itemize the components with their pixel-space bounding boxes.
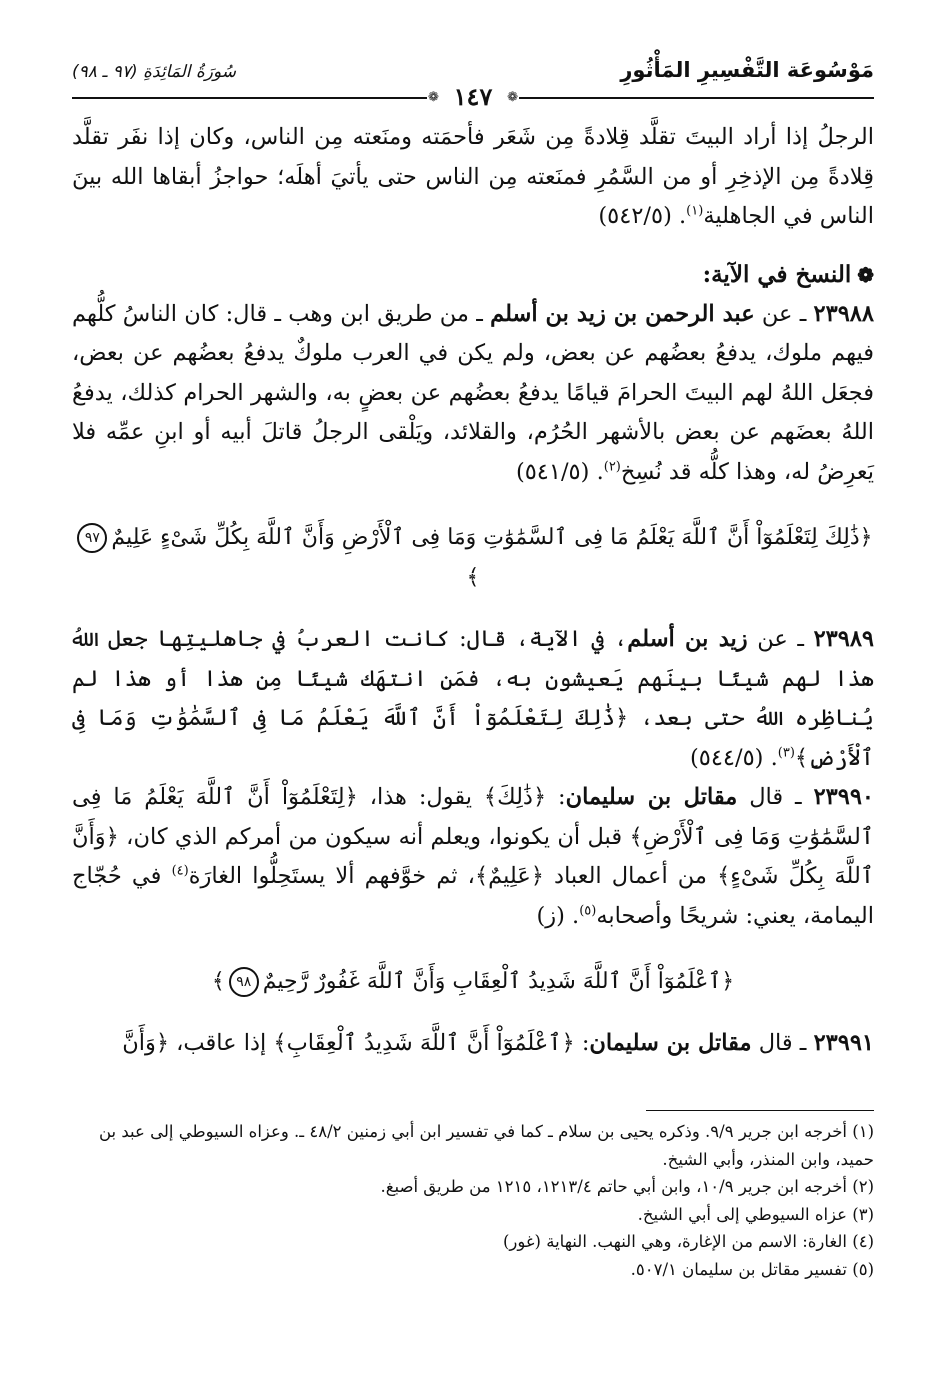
narration-number: ٢٣٩٨٨ — [813, 300, 874, 327]
footnote-ref[interactable]: (١) — [686, 203, 704, 219]
section-heading: ❁النسخ في الآية: — [702, 260, 874, 288]
volume-ref: . (٥٤٤/٥) — [689, 744, 778, 771]
footnote-ref[interactable]: (٥) — [579, 903, 597, 918]
header-rule-right — [519, 97, 874, 99]
footnote: (٢) أخرجه ابن جرير ١٠/٩، وابن أبي حاتم ١٢١٣/٤، ١٢١٥ من طريق أصبغ. — [380, 1177, 874, 1196]
quran-verse-98: ﴿ٱعْلَمُوٓاْ أَنَّ ٱللَّهَ شَدِيدُ ٱلْعِقَابِ وَأَنَّ ٱللَّهَ غَفُورٌ رَّحِيمٌ٩٨﴾ — [72, 962, 874, 1002]
volume-ref: . (ز) — [536, 902, 580, 929]
footnote-separator — [646, 1110, 874, 1111]
narrator-name: زيد بن أسلم — [627, 626, 748, 652]
narration-23989: ٢٣٩٨٩ ـ عن زيد بن أسلم، في الآية، قال: كانت العربُ في جاهليتِها جعل اللهُ هذا لهم شيئًا بينَهم يَعيشون به، فمَن انتهَك شيئًا مِن هذا أو هذا لم يُناظِره اللهُ حتى بعد، ﴿ذَٰلِكَ لِتَعْلَمُوٓاْ أَنَّ ٱللَّهَ يَعْلَمُ مَا فِى ٱلسَّمَٰوَٰتِ وَمَا فِى ٱلْأَرْضِ﴾$^{(٣)}$. (٥٤٤/٥) — [72, 626, 874, 771]
main-text — [72, 118, 874, 1064]
narration-number: ٢٣٩٨٩ — [813, 626, 874, 652]
volume-ref: . (٥٤١/٥) — [515, 458, 604, 485]
footnote-ref[interactable]: (٢) — [603, 459, 621, 474]
flower-icon: ❁ — [857, 262, 874, 287]
narrator-name: مقاتل بن سليمان — [589, 1030, 752, 1056]
surah-range: سُورَةُ المَائِدَةِ (٩٧ ـ ٩٨) — [72, 62, 237, 82]
narration-23990: ٢٣٩٩٠ ـ قال مقاتل بن سليمان: ﴿ذَٰلِكَ﴾ يقول: هذا، ﴿لِتَعْلَمُوٓاْ أَنَّ ٱللَّهَ يَعْلَمُ مَا فِى ٱلسَّمَٰوَٰتِ وَمَا فِى ٱلْأَرْضِ﴾ قبل أن يكونوا، ويعلم أنه سيكون من أمركم الذي كان، ﴿وَأَنَّ ٱللَّهَ بِكُلِّ شَىْءٍ﴾ من أعمال العباد ﴿عَلِيمٌ﴾، ثم خوَّفهم ألا يستَحِلُّوا الغارَة$^{(٤)}$ في حُجّاج اليمامة، يعني: شريحًا وأصحابه$^{(٥)}$. (ز) — [72, 784, 874, 929]
narration-number: ٢٣٩٩١ — [813, 1030, 874, 1056]
series-title: مَوْسُوعَة التَّفْسِيرِ المَأْثُورِ — [620, 58, 874, 82]
narration-23988: ٢٣٩٨٨ ـ عن عبد الرحمن بن زيد بن أسلم ـ من طريق ابن وهب ـ قال: كان الناسُ كلُّهم فيهم ملوك، يدفعُ بعضُهم عن بعض، ولم يكن في العرب ملوكٌ يدفعُ بعضُهم عن بعض، فجعَل اللهُ لهم البيتَ الحرامَ قيامًا يدفعُ بعضُهم عن بعضٍ به، والشهر الحرام كذلك، يدفعُ اللهُ بعضَهم عن بعض بالأشهر الحُرُم، والقلائد، ويَلْقى الرجلُ قاتلَ أبيه أو ابنِ عمِّه فلا يَعرِضُ له، وهذا كلُّه قد نُسِخ$^{(٢)}$. (٥٤١/٥) — [72, 300, 874, 485]
footnote: (٣) عزاه السيوطي إلى أبي الشيخ. — [637, 1204, 874, 1224]
footnotes — [72, 1118, 874, 1283]
paragraph-continuation: الرجلُ إذا أراد البيتَ تقلَّد قِلادةً مِن شَعَر فأحمَته ومنَعته مِن الناس، وكان إذا نفَر تقلَّد قِلادةً مِن الإذخِرِ أو من السَّمُرِ فمنَعته مِن الناس حتى يأتيَ أهلَه؛ حواجزُ أبقاها الله بينَ الناس في الجاهلية$^{(١)}$. (٥٤٢/٥) — [72, 124, 874, 229]
footnote: (١) أخرجه ابن جرير ٩/٩. وذكره يحيى بن سلام ـ كما في تفسير ابن أبي زمنين ٤٨/٢ ـ. وعزاه السيوطي إلى عبد بن حميد، وابن المنذر، وأبي الشيخ. — [98, 1122, 874, 1169]
page-number: ١٤٧ — [446, 82, 501, 111]
narration-number: ٢٣٩٩٠ — [813, 784, 874, 810]
page-header — [72, 58, 874, 111]
ornament-icon: ❁ — [428, 90, 439, 105]
volume-ref: . (٥٤٢/٥) — [598, 203, 687, 229]
header-rule-left — [72, 97, 427, 99]
narrator-name: مقاتل بن سليمان — [565, 784, 738, 810]
narration-23991: ٢٣٩٩١ ـ قال مقاتل بن سليمان: ﴿ٱعْلَمُوٓاْ أَنَّ ٱللَّهَ شَدِيدُ ٱلْعِقَابِ﴾ إذا عاقب، ﴿وَأَنَّ — [122, 1030, 874, 1056]
ornament-icon: ❁ — [507, 90, 518, 105]
narrator-name: عبد الرحمن بن زيد بن أسلم — [490, 300, 755, 327]
ayah-number: ٩٨ — [229, 967, 259, 997]
footnote: (٤) الغارة: الاسم من الإغارة، وهي النهب. النهاية (غور) — [503, 1232, 874, 1251]
quran-verse-97: ﴿ذَٰلِكَ لِتَعْلَمُوٓاْ أَنَّ ٱللَّهَ يَعْلَمُ مَا فِى ٱلسَّمَٰوَٰتِ وَمَا فِى ٱلْأَرْضِ وَأَنَّ ٱللَّهَ بِكُلِّ شَىْءٍ عَلِيمٌ٩٧﴾ — [72, 518, 874, 598]
ayah-number: ٩٧ — [77, 523, 107, 553]
footnote-ref[interactable]: (٤) — [171, 863, 189, 879]
footnote: (٥) تفسير مقاتل بن سليمان ٥٠٧/١. — [630, 1259, 874, 1279]
footnote-ref[interactable]: (٣) — [777, 745, 795, 760]
page-number-rule — [72, 82, 874, 111]
